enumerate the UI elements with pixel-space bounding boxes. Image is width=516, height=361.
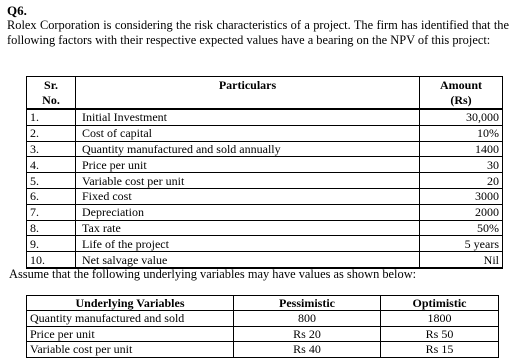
- optimistic-cell: 1800: [381, 311, 499, 327]
- sr-cell: 8.: [27, 220, 76, 236]
- pessimistic-header: Pessimistic: [234, 296, 381, 311]
- question-text: Rolex Corporation is considering the risk characteristics of a project. The firm has identified that the following factors with their respective expected values have a bearing on the NPV of this project:: [7, 18, 509, 47]
- pessimistic-cell: Rs 40: [234, 342, 381, 358]
- sr-cell: 1.: [27, 109, 76, 125]
- optimistic-cell: Rs 50: [381, 326, 499, 342]
- table-row: [27, 252, 503, 268]
- particulars-header: Particulars: [76, 77, 420, 110]
- table-row: [27, 204, 503, 220]
- table-row: [27, 326, 499, 342]
- sr-cell: 6.: [27, 188, 76, 204]
- amount-cell: 10%: [420, 125, 503, 141]
- particular-cell: Variable cost per unit: [76, 173, 420, 189]
- pessimistic-cell: Rs 20: [234, 326, 381, 342]
- sr-header-line2: No.: [42, 93, 60, 107]
- sr-no-header: [27, 77, 76, 110]
- particular-cell: Tax rate: [76, 220, 420, 236]
- table-row: [27, 141, 503, 157]
- variables-table-header: [27, 296, 499, 311]
- sr-cell: 2.: [27, 125, 76, 141]
- optimistic-header: Optimistic: [381, 296, 499, 311]
- table-row: [27, 342, 499, 358]
- particular-cell: Fixed cost: [76, 188, 420, 204]
- particular-cell: Price per unit: [76, 157, 420, 173]
- table-row: [27, 125, 503, 141]
- amount-cell: 5 years: [420, 236, 503, 252]
- amount-cell: 2000: [420, 204, 503, 220]
- factors-table-header: [27, 77, 503, 110]
- amount-header-line1: Amount: [439, 78, 482, 92]
- sr-cell: 4.: [27, 157, 76, 173]
- sr-cell: 3.: [27, 141, 76, 157]
- amount-cell: 1400: [420, 141, 503, 157]
- amount-header-line2: (Rs): [450, 93, 472, 107]
- particular-cell: Depreciation: [76, 204, 420, 220]
- amount-cell: 50%: [420, 220, 503, 236]
- question-number: Q6.: [7, 3, 27, 18]
- particular-cell: Cost of capital: [76, 125, 420, 141]
- table-row: [27, 311, 499, 327]
- table-row: [27, 188, 503, 204]
- pessimistic-cell: 800: [234, 311, 381, 327]
- amount-cell: 20: [420, 173, 503, 189]
- sr-cell: 10.: [27, 252, 76, 268]
- optimistic-cell: Rs 15: [381, 342, 499, 358]
- sr-cell: 9.: [27, 236, 76, 252]
- variables-table: [26, 295, 499, 358]
- table-row: [27, 236, 503, 252]
- amount-cell: 30: [420, 157, 503, 173]
- sr-header-line1: Sr.: [44, 78, 58, 92]
- table-row: [27, 157, 503, 173]
- variable-cell: Quantity manufactured and sold: [27, 311, 234, 327]
- particular-cell: Life of the project: [76, 236, 420, 252]
- sr-cell: 7.: [27, 204, 76, 220]
- table-row: [27, 173, 503, 189]
- amount-header: [420, 77, 503, 110]
- table-row: [27, 109, 503, 125]
- particular-cell: Quantity manufactured and sold annually: [76, 141, 420, 157]
- factors-table: [26, 76, 503, 269]
- amount-cell: 30,000: [420, 109, 503, 125]
- assumption-text: Assume that the following underlying variables may have values as shown below:: [9, 267, 417, 281]
- sr-cell: 5.: [27, 173, 76, 189]
- particular-cell: Net salvage value: [76, 252, 420, 268]
- particular-cell: Initial Investment: [76, 109, 420, 125]
- underlying-variables-header: Underlying Variables: [27, 296, 234, 311]
- amount-cell: Nil: [420, 252, 503, 268]
- variable-cell: Variable cost per unit: [27, 342, 234, 358]
- table-row: [27, 220, 503, 236]
- amount-cell: 3000: [420, 188, 503, 204]
- variable-cell: Price per unit: [27, 326, 234, 342]
